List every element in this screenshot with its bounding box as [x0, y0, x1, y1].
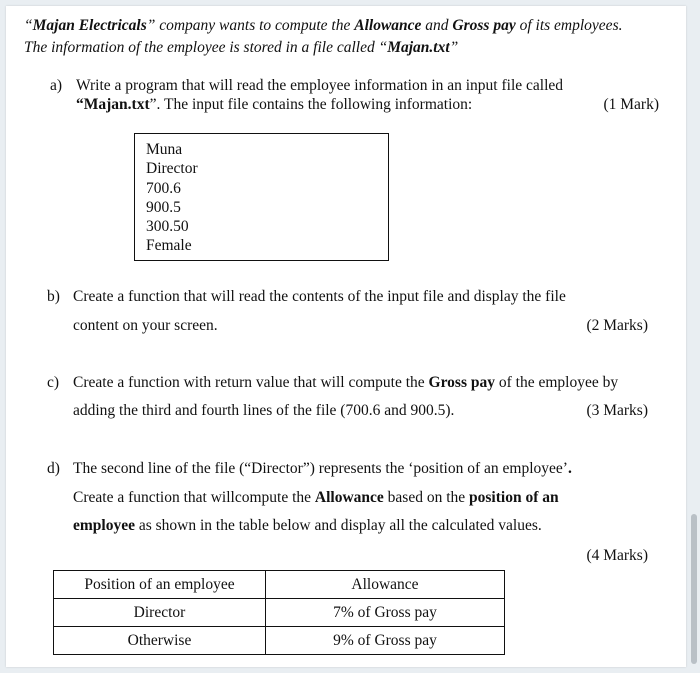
question-c-line-2: adding the third and fourth lines of the file (700.6 and 900.5). — [73, 402, 455, 419]
question-d-marks: (4 Marks) — [586, 547, 648, 564]
question-d-line-1: The second line of the file (“Director”) represents the ‘position of an employee’. — [73, 460, 572, 477]
file-line: Director — [146, 160, 198, 178]
vertical-scrollbar[interactable] — [691, 514, 697, 664]
input-file-contents-box — [134, 133, 389, 261]
file-line: 300.50 — [146, 218, 189, 236]
question-a-marks: (1 Mark) — [603, 96, 659, 113]
question-b-label: b) — [47, 288, 60, 305]
file-line: 900.5 — [146, 198, 181, 216]
table-cell: Otherwise — [54, 627, 266, 655]
question-d-line-2: Create a function that willcompute the Allowance based on the position of an — [73, 489, 559, 506]
table-cell: 9% of Gross pay — [266, 627, 505, 655]
table-header-cell: Allowance — [266, 571, 505, 599]
question-b-line-2: content on your screen. — [73, 317, 218, 334]
table-cell: Director — [54, 599, 266, 627]
question-d-line-3: employee as shown in the table below and display all the calculated values. — [73, 517, 542, 534]
table-cell: 7% of Gross pay — [266, 599, 505, 627]
table-row — [54, 599, 505, 627]
intro-line-1: “Majan Electricals” company wants to compute the Allowance and Gross pay of its employees. — [24, 17, 623, 34]
file-line: Female — [146, 237, 192, 255]
question-a-label: a) — [50, 77, 63, 94]
question-a-line-2: “Majan.txt”. The input file contains the following information: — [76, 96, 473, 113]
question-c-marks: (3 Marks) — [586, 402, 648, 419]
question-b-line-1: Create a function that will read the contents of the input file and display the file — [73, 288, 566, 305]
question-a-line-1: Write a program that will read the employee information in an input file called — [76, 77, 564, 94]
question-d-label: d) — [47, 460, 60, 477]
question-b-marks: (2 Marks) — [586, 317, 648, 334]
question-c-label: c) — [47, 374, 60, 391]
allowance-table — [53, 570, 505, 655]
file-line: Muna — [146, 141, 183, 158]
question-c-line-1: Create a function with return value that will compute the Gross pay of the employee by — [73, 374, 619, 391]
file-line: 700.6 — [146, 179, 181, 197]
table-row — [54, 627, 505, 655]
table-header-row — [54, 571, 505, 599]
intro-line-2: The information of the employee is stored in a file called “Majan.txt” — [24, 39, 459, 56]
table-header-cell: Position of an employee — [54, 571, 266, 599]
